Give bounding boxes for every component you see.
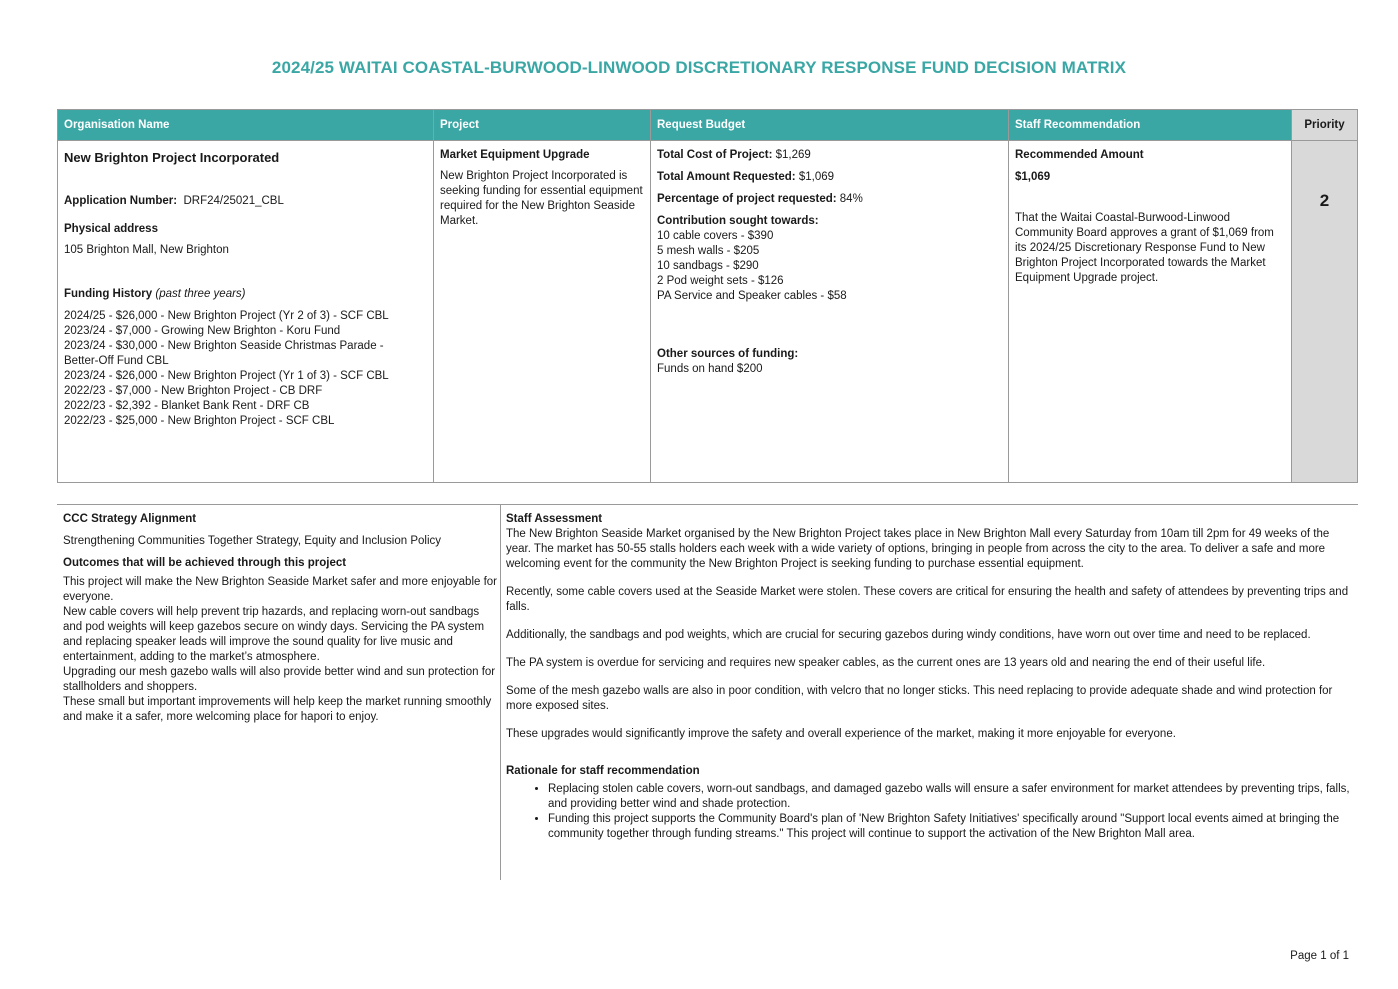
outcomes-list [63,575,497,725]
recommendation-text: That the Waitai Coastal-Burwood-Linwood Community Board approves a grant of $1,069 from its 2024/25 Discretionary Response Fund to New Brighton Project Incorporated towards the Market Equipment Upgrade project. [1015,212,1274,284]
budget-column [651,110,1009,482]
contribution-item: 5 mesh walls - $205 [657,245,760,257]
assessment-paragraph: The New Brighton Seaside Market organised by the New Brighton Project takes place in New Brighton Mall every Saturday from 10am till 2pm for 49 weeks of the year. The market has 50-55 stalls holders each week with a wide variety of options, bringing in people from across the city to the area. To deliver a safe and more welcoming event for the community the New Brighton Project is seeking funding to purchase essential equipment. [506,528,1330,570]
assessment-paragraph: Some of the mesh gazebo walls are also in poor condition, with velcro that no longer sticks. This need replacing to provide adequate shade and wind protection for more exposed sites. [506,685,1333,712]
organisation-name: New Brighton Project Incorporated [64,150,280,165]
document-title: 2024/25 WAITAI COASTAL-BURWOOD-LINWOOD DISCRETIONARY RESPONSE FUND DECISION MATRIX [271,58,1127,77]
contribution-label: Contribution sought towards: [657,215,819,227]
outcome-item: Upgrading our mesh gazebo walls will also provide better wind and sun protection for stallholders and shoppers. [63,666,496,693]
outcome-item: New cable covers will help prevent trip hazards, and replacing worn-out sandbags and pod weights will keep gazebos secure on windy days. Servicing the PA system and replacing speaker leads will improve the sound quality for live music and entertainment, adding to the market’s atmosphere. [63,606,485,663]
rationale-list [506,782,1352,842]
address-label: Physical address [64,223,158,235]
contribution-item: 10 sandbags - $290 [657,260,759,272]
funding-item: 2022/23 - $2,392 - Blanket Bank Rent - DRF CB [64,400,310,412]
funding-item: 2023/24 - $26,000 - New Brighton Project (Yr 1 of 3) - SCF CBL [64,370,389,382]
funding-item: 2023/24 - $30,000 - New Brighton Seaside Christmas Parade - [64,340,384,352]
project-name: Market Equipment Upgrade [440,149,590,161]
assessment-paragraph: Recently, some cable covers used at the Seaside Market were stolen. These covers are critical for ensuring the health and safety of attendees by preventing trips and falls. [506,586,1349,613]
decision-matrix-table [57,109,1358,483]
staff-recommendation-column [1009,110,1292,482]
other-funding-label: Other sources of funding: [657,348,799,360]
alignment-text: Strengthening Communities Together Strategy, Equity and Inclusion Policy [63,535,442,547]
contribution-item: 10 cable covers - $390 [657,230,774,242]
assessment-paragraph: These upgrades would significantly improve the safety and overall experience of the market, making it more enjoyable for everyone. [506,728,1176,740]
contribution-item: PA Service and Speaker cables - $58 [657,290,847,302]
priority-header: Priority [1292,110,1357,141]
total-cost: Total Cost of Project: $1,269 [657,149,811,161]
funding-item: 2022/23 - $25,000 - New Brighton Project - SCF CBL [64,415,335,427]
recommended-amount: $1,069 [1015,171,1051,183]
assessment-label: Staff Assessment [506,513,603,525]
address-value: 105 Brighton Mall, New Brighton [64,244,229,256]
outcome-item: This project will make the New Brighton Seaside Market safer and more enjoyable for everyone. [63,576,498,603]
percentage-requested: Percentage of project requested: 84% [657,193,863,205]
funding-item: Better-Off Fund CBL [64,355,169,367]
organisation-column [58,110,434,482]
priority-value: 2 [1319,191,1330,210]
project-header: Project [434,110,650,141]
page-number: Page 1 of 1 [1290,950,1349,962]
organisation-header: Organisation Name [58,110,433,141]
rationale-item: • Funding this project supports the Community Board's plan of 'New Brighton Safety Initiatives' specifically around "Support local events aimed at bringing the community together through funding streams." This project will continue to support the activation of the New Brighton Mall area. [548,812,1352,842]
amount-requested: Total Amount Requested: $1,069 [657,171,835,183]
alignment-label: CCC Strategy Alignment [63,513,197,525]
funding-history-list [64,309,427,429]
funding-history-label: Funding History (past three years) [64,288,246,300]
priority-cell [1292,141,1357,482]
rationale-label: Rationale for staff recommendation [506,765,700,777]
funding-item: 2022/23 - $7,000 - New Brighton Project - CB DRF [64,385,323,397]
rationale-item: • Replacing stolen cable covers, worn-out sandbags, and damaged gazebo walls will ensure a safer environment for market attendees by preventing trips, falls, and providing better wind and shade protection. [548,782,1352,812]
project-column [434,110,651,482]
assessment-paragraph: The PA system is overdue for servicing and requires new speaker cables, as the current ones are 13 years old and nearing the end of their useful life. [506,657,1266,669]
outcome-item: These small but important improvements will help keep the market running smoothly and make it a safer, more welcoming place for hapori to enjoy. [63,696,492,723]
section-divider [57,504,1358,505]
staff-assessment-section [506,512,1352,842]
priority-column [1292,110,1357,482]
project-description: New Brighton Project Incorporated is seeking funding for essential equipment required for the New Brighton Seaside Market. [440,170,643,227]
contribution-list [657,229,1002,304]
budget-header: Request Budget [651,110,1008,141]
recommended-amount-label: Recommended Amount [1015,149,1144,161]
outcomes-label: Outcomes that will be achieved through this project [63,557,347,569]
strategy-alignment-section [63,512,497,725]
staff-recommendation-header: Staff Recommendation [1009,110,1291,141]
application-number: Application Number: DRF24/25021_CBL [64,195,284,207]
assessment-paragraph: Additionally, the sandbags and pod weights, which are crucial for securing gazebos during windy conditions, have worn out over time and need to be replaced. [506,629,1311,641]
other-funding-value: Funds on hand $200 [657,363,763,375]
contribution-item: 2 Pod weight sets - $126 [657,275,784,287]
column-divider [500,504,501,880]
funding-item: 2023/24 - $7,000 - Growing New Brighton - Koru Fund [64,325,341,337]
funding-item: 2024/25 - $26,000 - New Brighton Project (Yr 2 of 3) - SCF CBL [64,310,389,322]
